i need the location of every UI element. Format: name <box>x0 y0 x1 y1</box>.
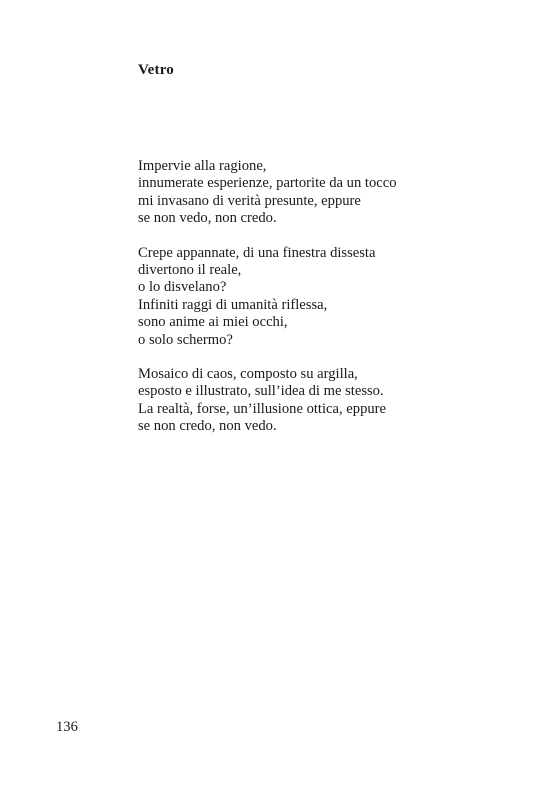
stanza-2 <box>138 245 458 349</box>
poem-line: Impervie alla ragione, <box>138 158 267 174</box>
poem-line: o lo disvelano? <box>138 279 227 296</box>
poem-title: Vetro <box>138 62 174 78</box>
poem-line: mi invasano di verità presunte, eppure <box>138 192 361 209</box>
poem-line: Mosaico di caos, composto su argilla, <box>138 366 358 383</box>
poem-line: o solo schermo? <box>138 331 233 348</box>
poem-line: se non vedo, non credo. <box>138 210 277 227</box>
poem-line: se non credo, non vedo. <box>138 418 277 435</box>
poem-line: Infiniti raggi di umanità riflessa, <box>138 296 328 313</box>
poem-body <box>138 158 458 453</box>
page-number: 136 <box>56 719 78 735</box>
poem-line: La realtà, forse, un’illusione ottica, eppure <box>138 400 386 417</box>
stanza-3 <box>138 366 458 436</box>
poem-line: esposto e illustrato, sull’idea di me stesso. <box>138 383 384 400</box>
poem-line: Crepe appannate, di una finestra dissesta <box>138 244 376 261</box>
stanza-1 <box>138 158 458 228</box>
poem-line: innumerate esperienze, partorite da un tocco <box>138 175 397 192</box>
poem-line: sono anime ai miei occhi, <box>138 314 288 331</box>
poem-line: divertono il reale, <box>138 262 242 279</box>
